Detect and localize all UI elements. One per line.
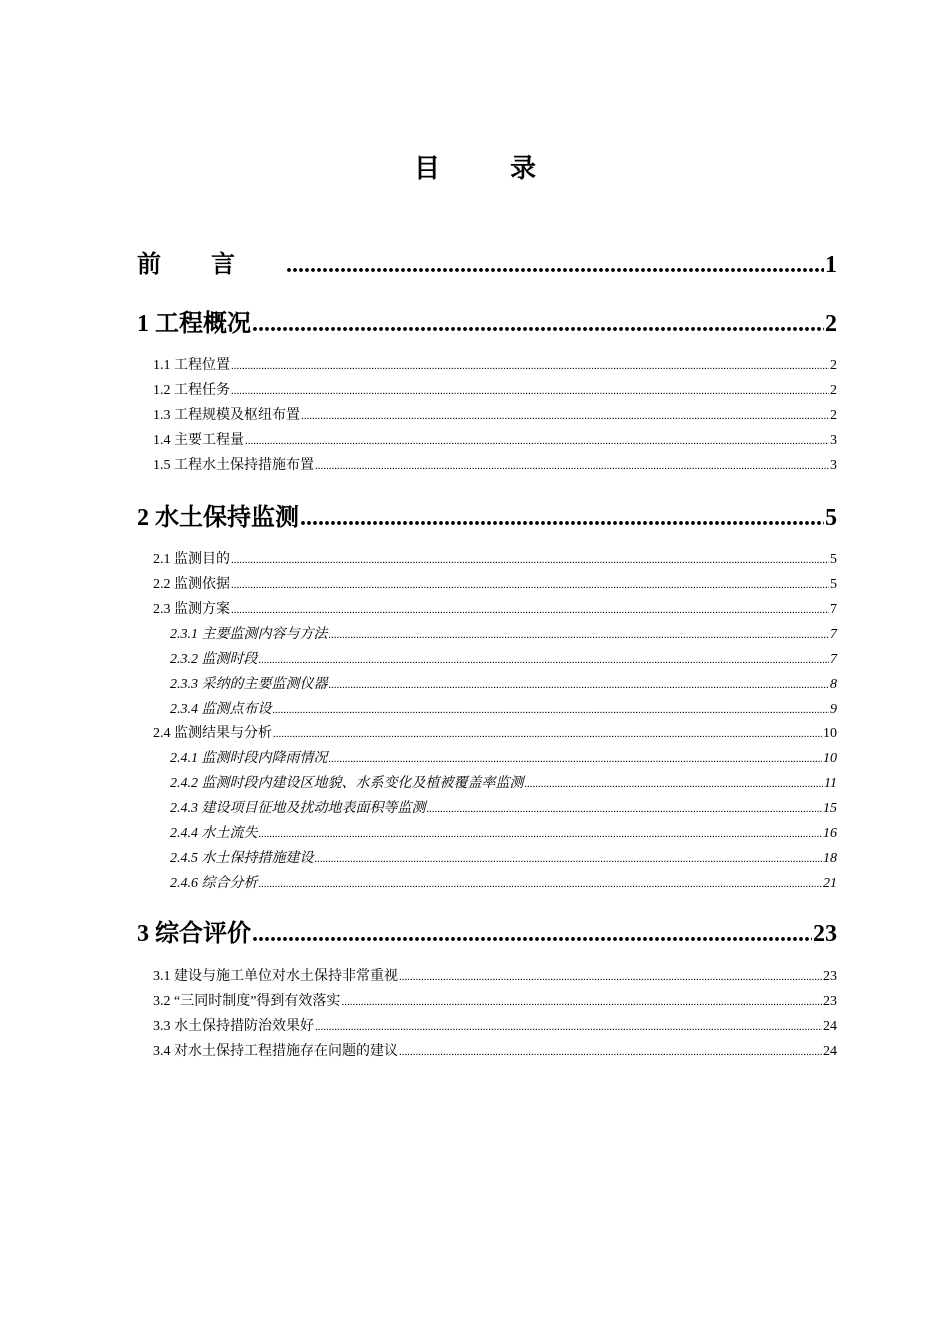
toc-entry-label: 2.3.1 主要监测内容与方法 — [170, 627, 328, 642]
toc-page-number: 23 — [823, 969, 837, 984]
toc-dot-leader — [341, 996, 822, 1008]
toc-entry-label: 3.2 “三同时制度”得到有效落实 — [153, 994, 341, 1009]
toc-entry-label: 2.4.4 水土流失 — [170, 826, 258, 841]
toc-dot-leader — [301, 410, 829, 422]
toc-page-number: 24 — [823, 1019, 837, 1034]
toc-entry-label: 1.3 工程规模及枢纽布置 — [153, 408, 300, 423]
toc-entry-2-4-5[interactable] — [170, 847, 837, 867]
toc-entry-2-4-2[interactable] — [170, 772, 837, 792]
toc-entry-label: 3 综合评价 — [137, 921, 251, 947]
toc-entry-3-2[interactable] — [153, 990, 837, 1010]
toc-entry-preface[interactable] — [137, 244, 837, 276]
toc-dot-leader — [399, 971, 822, 983]
toc-dot-leader — [329, 753, 823, 765]
toc-entry-label: 1.4 主要工程量 — [153, 433, 244, 448]
toc-page-number: 24 — [823, 1044, 837, 1059]
toc-entry-2-3-1[interactable] — [170, 623, 837, 643]
toc-page-number: 10 — [823, 751, 837, 766]
toc-entry-2-1[interactable] — [153, 548, 837, 568]
toc-page-number: 5 — [830, 577, 837, 592]
toc-entry-1-1[interactable] — [153, 354, 837, 374]
toc-page-number: 3 — [830, 458, 837, 473]
toc-page-number: 3 — [830, 433, 837, 448]
toc-dot-leader — [231, 579, 829, 591]
toc-dot-leader — [315, 853, 823, 865]
toc-page-number: 16 — [823, 826, 837, 841]
toc-entry-chapter-3[interactable] — [137, 913, 837, 945]
toc-entry-label: 3.4 对水土保持工程措施存在问题的建议 — [153, 1044, 398, 1059]
toc-entry-1-3[interactable] — [153, 404, 837, 424]
toc-entry-2-4-3[interactable] — [170, 797, 837, 817]
toc-page-number: 7 — [830, 627, 837, 642]
toc-dot-leader — [245, 435, 829, 447]
toc-dot-leader — [252, 311, 824, 338]
toc-entry-2-2[interactable] — [153, 573, 837, 593]
toc-page-number: 8 — [830, 677, 837, 692]
toc-dot-leader — [427, 803, 823, 815]
toc-entry-1-2[interactable] — [153, 379, 837, 399]
toc-page-number: 1 — [825, 252, 837, 278]
toc-entry-label: 2.3.2 监测时段 — [170, 652, 258, 667]
toc-entry-label: 2.4.2 监测时段内建设区地貌、水系变化及植被覆盖率监测 — [170, 776, 524, 791]
toc-page-number: 2 — [830, 383, 837, 398]
toc-page-number: 18 — [823, 851, 837, 866]
toc-entry-chapter-1[interactable] — [137, 303, 837, 335]
toc-page-number: 15 — [823, 801, 837, 816]
toc-entry-2-3-3[interactable] — [170, 673, 837, 693]
toc-entry-label: 2.1 监测目的 — [153, 552, 230, 567]
toc-page-number: 10 — [823, 726, 837, 741]
toc-dot-leader — [259, 878, 823, 890]
toc-entry-label: 1.5 工程水土保持措施布置 — [153, 458, 314, 473]
toc-entry-label: 2.3 监测方案 — [153, 602, 230, 617]
toc-entry-label: 2.4.1 监测时段内降雨情况 — [170, 751, 328, 766]
toc-entry-3-4[interactable] — [153, 1040, 837, 1060]
toc-dot-leader — [315, 1021, 822, 1033]
toc-entry-1-5[interactable] — [153, 454, 837, 474]
toc-entry-label: 2.4.5 水土保持措施建设 — [170, 851, 314, 866]
toc-entry-label: 2.3.4 监测点布设 — [170, 702, 272, 717]
toc-dot-leader — [525, 778, 824, 790]
toc-page-number: 2 — [825, 311, 837, 337]
toc-entry-label: 2.4.3 建设项目征地及扰动地表面积等监测 — [170, 801, 426, 816]
toc-entry-label: 3.3 水土保持措防治效果好 — [153, 1019, 314, 1034]
toc-page-number: 23 — [813, 921, 837, 947]
toc-entry-2-3[interactable] — [153, 598, 837, 618]
toc-entry-2-4-4[interactable] — [170, 822, 837, 842]
toc-page-number: 11 — [824, 776, 837, 791]
toc-entry-label: 3.1 建设与施工单位对水土保持非常重视 — [153, 969, 398, 984]
toc-entry-2-4-6[interactable] — [170, 872, 837, 892]
toc-page-number: 5 — [825, 505, 837, 531]
toc-dot-leader — [300, 505, 824, 532]
toc-dot-leader — [273, 728, 822, 740]
toc-dot-leader — [231, 385, 829, 397]
toc-entry-label: 1.1 工程位置 — [153, 358, 230, 373]
toc-page-number: 9 — [830, 702, 837, 717]
toc-entry-label: 2.3.3 采纳的主要监测仪器 — [170, 677, 328, 692]
toc-entry-label: 2 水土保持监测 — [137, 505, 299, 531]
toc-page-number: 2 — [830, 408, 837, 423]
toc-entry-label: 2.4.6 综合分析 — [170, 876, 258, 891]
toc-dot-leader — [259, 654, 830, 666]
toc-page-number: 7 — [830, 602, 837, 617]
toc-entry-label: 2.2 监测依据 — [153, 577, 230, 592]
toc-dot-leader — [329, 679, 830, 691]
toc-dot-leader — [252, 921, 812, 948]
toc-page-number: 23 — [823, 994, 837, 1009]
toc-dot-leader — [231, 554, 829, 566]
toc-entry-2-3-2[interactable] — [170, 648, 837, 668]
page-title: 目录 — [413, 154, 606, 183]
toc-dot-leader — [399, 1046, 822, 1058]
toc-dot-leader — [329, 629, 830, 641]
toc-entry-chapter-2[interactable] — [137, 497, 837, 529]
toc-dot-leader — [231, 360, 829, 372]
toc-dot-leader — [231, 604, 829, 616]
toc-dot-leader — [259, 828, 823, 840]
toc-page-number: 21 — [823, 876, 837, 891]
toc-entry-2-4-1[interactable] — [170, 747, 837, 767]
toc-entry-label: 1 工程概况 — [137, 311, 251, 337]
toc-dot-leader — [273, 704, 830, 716]
toc-page-number: 5 — [830, 552, 837, 567]
toc-dot-leader — [315, 460, 829, 472]
toc-dot-leader — [286, 252, 824, 279]
toc-page-number: 2 — [830, 358, 837, 373]
toc-entry-3-1[interactable] — [153, 965, 837, 985]
toc-page-number: 7 — [830, 652, 837, 667]
toc-entry-2-3-4[interactable] — [170, 698, 837, 718]
toc-entry-label: 2.4 监测结果与分析 — [153, 726, 272, 741]
toc-entry-label: 1.2 工程任务 — [153, 383, 230, 398]
toc-entry-1-4[interactable] — [153, 429, 837, 449]
toc-entry-2-4[interactable] — [153, 722, 837, 742]
toc-entry-3-3[interactable] — [153, 1015, 837, 1035]
toc-entry-label: 前言 — [137, 252, 285, 278]
